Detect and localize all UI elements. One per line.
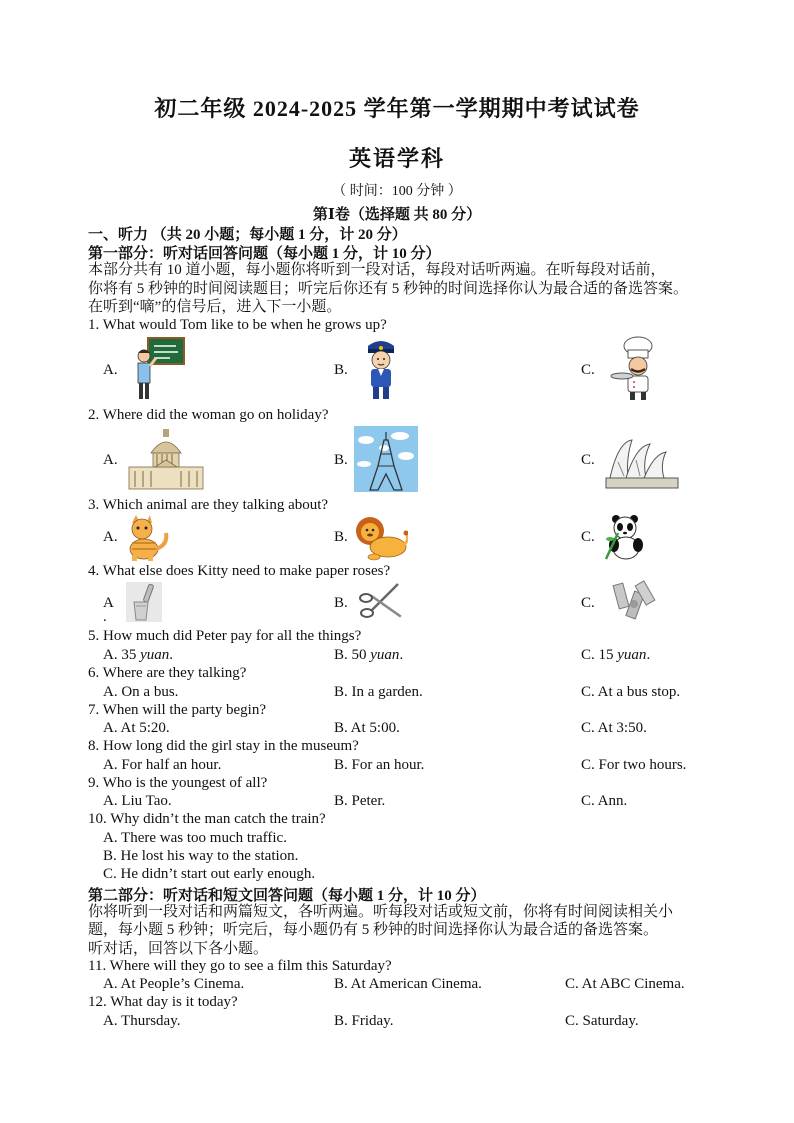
part2-instruction-line2: 题，每小题 5 秒钟；听完后，每小题仍有 5 秒钟的时间选择你认为最合适的备选答案。 [88,922,659,938]
cat-picture [122,515,170,561]
tape-picture [610,578,658,626]
q11-option-a[interactable]: A. At People’s Cinema. [103,976,245,992]
eiffel-tower-picture [354,426,418,492]
question-9: 9. Who is the youngest of all? [88,775,268,791]
scissors-picture [358,580,402,624]
glue-brush-picture [124,580,164,624]
q6-option-a[interactable]: A. On a bus. [103,684,179,700]
part1-instruction-line1: 本部分共有 10 道小题，每小题你将听到一段对话，每段对话听两遍。在听每段对话前， [88,262,666,278]
q10-option-a[interactable]: A. There was too much traffic. [103,830,287,846]
question-6: 6. Where are they talking? [88,665,247,681]
question-7: 7. When will the party begin? [88,702,267,718]
q12-option-c[interactable]: C. Saturday. [565,1013,639,1029]
q3-option-b[interactable]: B. [334,529,348,545]
q12-option-b[interactable]: B. Friday. [334,1013,394,1029]
question-8: 8. How long did the girl stay in the museum? [88,738,359,754]
exam-title: 初二年级 2024-2025 学年第一学期期中考试试卷 [154,96,640,121]
exam-time: （ 时间：100 分钟 ） [332,184,462,199]
q7-option-c[interactable]: C. At 3:50. [581,720,647,736]
question-2: 2. Where did the woman go on holiday? [88,407,329,423]
question-5: 5. How much did Peter pay for all the things? [88,628,362,644]
part1-instruction-line2: 你将有 5 秒钟的时间阅读题目；听完后你还有 5 秒钟的时间选择你认为最合适的备选答案。 [88,281,689,297]
q1-option-c[interactable]: C. [581,362,595,378]
q8-option-c[interactable]: C. For two hours. [581,757,687,773]
q4-option-c[interactable]: C. [581,595,595,611]
capitol-building-picture [127,427,205,493]
volume-heading: 第Ⅰ卷（选择题 共 80 分） [312,207,482,223]
subject-title: 英语学科 [348,146,445,171]
chef-picture [610,336,662,402]
q1-option-a[interactable]: A. [103,362,118,378]
q2-option-a[interactable]: A. [103,452,118,468]
question-12: 12. What day is it today? [88,994,238,1010]
q2-option-c[interactable]: C. [581,452,595,468]
teacher-picture [130,336,186,402]
part2-instruction-line3: 听对话，回答以下各小题。 [88,941,269,957]
q10-option-b[interactable]: B. He lost his way to the station. [103,848,299,864]
q10-option-c[interactable]: C. He didn’t start out early enough. [103,866,316,882]
q3-option-a[interactable]: A. [103,529,118,545]
q11-option-b[interactable]: B. At American Cinema. [334,976,482,992]
q2-option-b[interactable]: B. [334,452,348,468]
q7-option-a[interactable]: A. At 5:20. [103,720,170,736]
section1-heading: 一、听力 （共 20 小题；每小题 1 分，计 20 分） [88,227,407,243]
q3-option-c[interactable]: C. [581,529,595,545]
q5-option-a[interactable]: A. 35 yuan. [103,647,174,663]
q9-option-b[interactable]: B. Peter. [334,793,386,809]
q5-option-c[interactable]: C. 15 yuan. [581,647,651,663]
part2-instruction-line1: 你将听到一段对话和两篇短文，各听两遍。听每段对话或短文前，你将有时间阅读相关小 [88,904,674,920]
policeman-picture [362,336,400,402]
part2-heading: 第二部分：听对话和短文回答问题（每小题 1 分，计 10 分） [88,888,486,904]
q8-option-a[interactable]: A. For half an hour. [103,757,222,773]
q1-option-b[interactable]: B. [334,362,348,378]
question-1: 1. What would Tom like to be when he grows up? [88,317,387,333]
question-4: 4. What else does Kitty need to make paper roses? [88,563,391,579]
question-11: 11. Where will they go to see a film this Saturday? [88,958,392,974]
q5-option-b[interactable]: B. 50 yuan. [334,647,404,663]
q9-option-a[interactable]: A. Liu Tao. [103,793,172,809]
q8-option-b[interactable]: B. For an hour. [334,757,425,773]
part1-instruction-line3: 在听到“嘀”的信号后，进入下一小题。 [88,299,342,315]
q4-option-b[interactable]: B. [334,595,348,611]
question-10: 10. Why didn’t the man catch the train? [88,811,326,827]
question-3: 3. Which animal are they talking about? [88,497,329,513]
q9-option-c[interactable]: C. Ann. [581,793,628,809]
sydney-opera-house-picture [604,432,680,492]
q6-option-c[interactable]: C. At a bus stop. [581,684,681,700]
lion-picture [354,513,408,561]
panda-picture [604,513,648,561]
q12-option-a[interactable]: A. Thursday. [103,1013,181,1029]
q7-option-b[interactable]: B. At 5:00. [334,720,400,736]
part1-heading: 第一部分：听对话回答问题（每小题 1 分，计 10 分） [88,246,441,262]
q11-option-c[interactable]: C. At ABC Cinema. [565,976,685,992]
q6-option-b[interactable]: B. In a garden. [334,684,423,700]
q4-option-a-dot: . [103,609,107,625]
q4-option-a[interactable]: A [103,595,114,611]
